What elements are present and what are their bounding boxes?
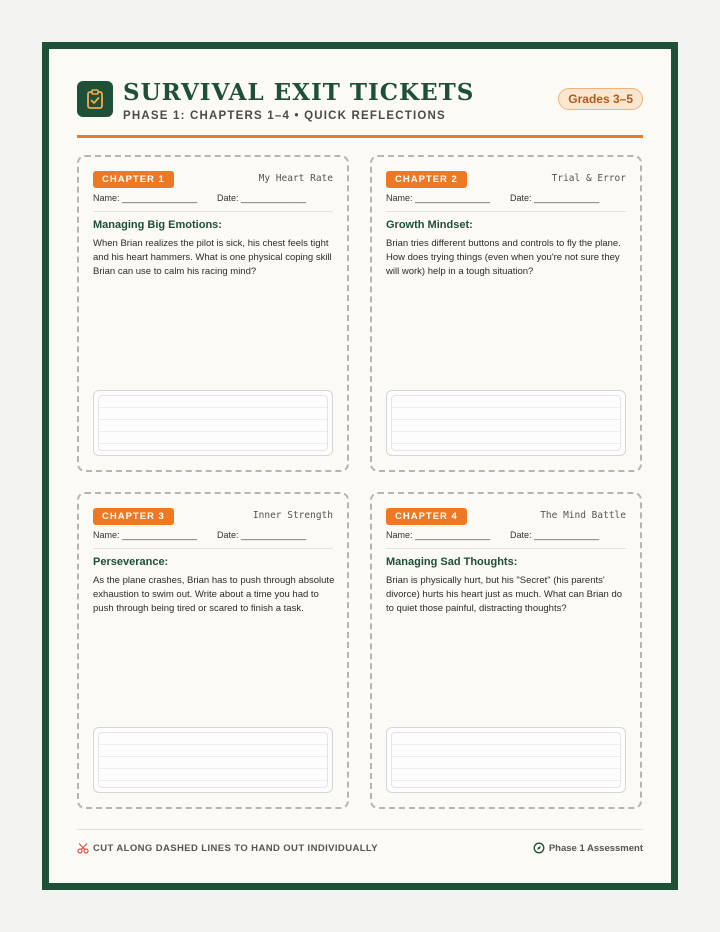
clipboard-check-icon [77, 81, 113, 117]
card-divider [93, 211, 333, 212]
student-fields [386, 530, 600, 540]
page-title: SURVIVAL EXIT TICKETS [123, 79, 475, 106]
name-field[interactable]: Name: _______________ [93, 530, 198, 540]
question-title: Growth Mindset: [386, 219, 473, 231]
grade-badge: Grades 3–5 [558, 88, 643, 110]
cut-instruction [77, 842, 378, 854]
date-field[interactable]: Date: _____________ [510, 530, 600, 540]
question-title: Perseverance: [93, 556, 169, 568]
scissors-icon [77, 842, 89, 854]
question-title: Managing Sad Thoughts: [386, 556, 518, 568]
answer-box[interactable] [386, 727, 626, 793]
page-subtitle: PHASE 1: CHAPTERS 1–4 • QUICK REFLECTIONS [123, 110, 446, 122]
answer-lines [98, 395, 328, 451]
cut-text: CUT ALONG DASHED LINES TO HAND OUT INDIVIDUALLY [93, 842, 378, 854]
card-divider [93, 548, 333, 549]
answer-box[interactable] [386, 390, 626, 456]
question-text: Brian tries different buttons and controls to fly the plane. How does trying things (even when you're not sure they will work) help in a tough situation? [386, 238, 621, 277]
header [77, 79, 643, 129]
assessment-text: Phase 1 Assessment [548, 842, 643, 854]
answer-lines [391, 395, 621, 451]
question-title: Managing Big Emotions: [93, 219, 222, 231]
card-theme: My Heart Rate [258, 173, 333, 184]
answer-box[interactable] [93, 390, 333, 456]
exit-ticket-card [370, 492, 642, 809]
student-fields [386, 193, 600, 203]
card-divider [386, 211, 626, 212]
card-theme: Trial & Error [551, 173, 626, 184]
student-fields [93, 530, 307, 540]
exit-ticket-card [370, 155, 642, 472]
chapter-tag: CHAPTER 3 [93, 508, 174, 525]
question-text: As the plane crashes, Brian has to push through absolute exhaustion to swim out. Write about a time you had to push through being tired or scared to finish a task. [93, 575, 335, 614]
chapter-tag: CHAPTER 4 [386, 508, 467, 525]
question-text: Brian is physically hurt, but his "Secret" (his parents' divorce) hurts his heart just as much. What can Brian do to quiet those painful, distracting thoughts? [386, 575, 623, 614]
header-divider [77, 135, 643, 138]
student-fields [93, 193, 307, 203]
answer-lines [98, 732, 328, 788]
exit-ticket-card [77, 492, 349, 809]
chapter-tag: CHAPTER 2 [386, 171, 467, 188]
card-divider [386, 548, 626, 549]
exit-ticket-card [77, 155, 349, 472]
worksheet-page [49, 49, 671, 883]
compass-icon [533, 842, 545, 854]
answer-lines [391, 732, 621, 788]
date-field[interactable]: Date: _____________ [217, 193, 307, 203]
footer-divider [77, 829, 643, 830]
question-text: When Brian realizes the pilot is sick, his chest feels tight and his heart hammers. What is one physical coping skill Brian can use to calm his racing mind? [93, 238, 332, 277]
chapter-tag: CHAPTER 1 [93, 171, 174, 188]
card-theme: The Mind Battle [540, 510, 626, 521]
answer-box[interactable] [93, 727, 333, 793]
assessment-label [533, 842, 643, 854]
date-field[interactable]: Date: _____________ [217, 530, 307, 540]
name-field[interactable]: Name: _______________ [386, 530, 491, 540]
date-field[interactable]: Date: _____________ [510, 193, 600, 203]
page-frame [42, 42, 678, 890]
name-field[interactable]: Name: _______________ [386, 193, 491, 203]
card-theme: Inner Strength [252, 510, 333, 521]
name-field[interactable]: Name: _______________ [93, 193, 198, 203]
